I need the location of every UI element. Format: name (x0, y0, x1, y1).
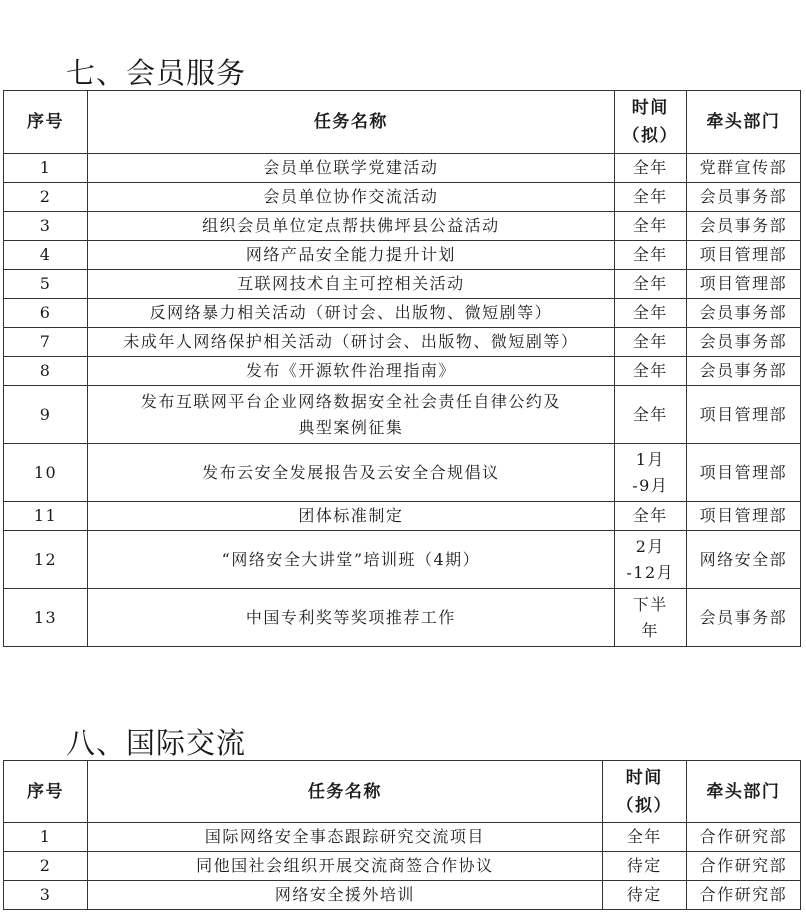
task-name: 会员单位协作交流活动 (88, 183, 615, 212)
table-row (4, 299, 801, 328)
row-number: 5 (4, 270, 88, 299)
lead-department: 项目管理部 (686, 270, 800, 299)
international-exchange-body (4, 761, 801, 910)
header-dept: 牵头部门 (686, 91, 800, 154)
task-time: 下半 年 (614, 589, 686, 647)
table-row (4, 881, 801, 910)
lead-department: 会员事务部 (686, 183, 800, 212)
task-time: 1月 -9月 (614, 444, 686, 502)
lead-department: 会员事务部 (686, 328, 800, 357)
row-number: 3 (4, 212, 88, 241)
header-no: 序号 (4, 761, 88, 823)
table-row (4, 589, 801, 647)
table-row (4, 212, 801, 241)
row-number: 4 (4, 241, 88, 270)
task-name: 未成年人网络保护相关活动（研讨会、出版物、微短剧等） (88, 328, 615, 357)
section-7-title: 七、会员服务 (66, 56, 247, 90)
lead-department: 项目管理部 (686, 502, 800, 531)
task-name: 发布《开源软件治理指南》 (88, 357, 615, 386)
task-time: 全年 (614, 502, 686, 531)
row-number: 12 (4, 531, 88, 589)
lead-department: 项目管理部 (686, 386, 800, 444)
table-row (4, 531, 801, 589)
task-name: 网络产品安全能力提升计划 (88, 241, 615, 270)
header-task-name: 任务名称 (88, 761, 603, 823)
lead-department: 网络安全部 (686, 531, 800, 589)
row-number: 2 (4, 183, 88, 212)
header-row (4, 91, 801, 154)
table-row (4, 502, 801, 531)
task-name: 网络安全援外培训 (88, 881, 603, 910)
row-number: 7 (4, 328, 88, 357)
header-no: 序号 (4, 91, 88, 154)
header-task-name: 任务名称 (88, 91, 615, 154)
task-time: 全年 (614, 299, 686, 328)
task-name: “网络安全大讲堂”培训班（4期） (88, 531, 615, 589)
task-name: 国际网络安全事态跟踪研究交流项目 (88, 823, 603, 852)
row-number: 3 (4, 881, 88, 910)
table-row (4, 444, 801, 502)
task-name: 发布云安全发展报告及云安全合规倡议 (88, 444, 615, 502)
lead-department: 合作研究部 (686, 823, 800, 852)
lead-department: 会员事务部 (686, 212, 800, 241)
row-number: 1 (4, 823, 88, 852)
table-row (4, 823, 801, 852)
row-number: 9 (4, 386, 88, 444)
task-name: 组织会员单位定点帮扶佛坪县公益活动 (88, 212, 615, 241)
table-row (4, 852, 801, 881)
header-dept: 牵头部门 (686, 761, 800, 823)
task-name: 互联网技术自主可控相关活动 (88, 270, 615, 299)
task-time: 全年 (602, 823, 686, 852)
table-row (4, 386, 801, 444)
task-name: 同他国社会组织开展交流商签合作协议 (88, 852, 603, 881)
task-time: 全年 (614, 241, 686, 270)
member-services-table (3, 90, 801, 647)
row-number: 6 (4, 299, 88, 328)
table-row (4, 357, 801, 386)
header-time: 时间 （拟） (602, 761, 686, 823)
task-time: 2月 -12月 (614, 531, 686, 589)
task-time: 全年 (614, 212, 686, 241)
header-time: 时间 （拟） (614, 91, 686, 154)
lead-department: 党群宣传部 (686, 154, 800, 183)
task-time: 全年 (614, 183, 686, 212)
lead-department: 合作研究部 (686, 852, 800, 881)
task-time: 全年 (614, 328, 686, 357)
task-time: 全年 (614, 386, 686, 444)
task-time: 全年 (614, 357, 686, 386)
task-time: 待定 (602, 881, 686, 910)
task-time: 待定 (602, 852, 686, 881)
table-row (4, 270, 801, 299)
lead-department: 合作研究部 (686, 881, 800, 910)
row-number: 13 (4, 589, 88, 647)
table-row (4, 183, 801, 212)
table-row (4, 328, 801, 357)
task-name: 发布互联网平台企业网络数据安全社会责任自律公约及 典型案例征集 (88, 386, 615, 444)
table-row (4, 241, 801, 270)
row-number: 11 (4, 502, 88, 531)
lead-department: 项目管理部 (686, 444, 800, 502)
task-time: 全年 (614, 270, 686, 299)
task-time: 全年 (614, 154, 686, 183)
row-number: 2 (4, 852, 88, 881)
task-name: 团体标准制定 (88, 502, 615, 531)
task-name: 会员单位联学党建活动 (88, 154, 615, 183)
header-row (4, 761, 801, 823)
lead-department: 会员事务部 (686, 589, 800, 647)
row-number: 10 (4, 444, 88, 502)
lead-department: 会员事务部 (686, 357, 800, 386)
international-exchange-table (3, 760, 801, 910)
section-8-title: 八、国际交流 (66, 726, 247, 760)
member-services-body (4, 91, 801, 647)
row-number: 1 (4, 154, 88, 183)
row-number: 8 (4, 357, 88, 386)
table-row (4, 154, 801, 183)
task-name: 中国专利奖等奖项推荐工作 (88, 589, 615, 647)
lead-department: 项目管理部 (686, 241, 800, 270)
task-name: 反网络暴力相关活动（研讨会、出版物、微短剧等） (88, 299, 615, 328)
lead-department: 会员事务部 (686, 299, 800, 328)
